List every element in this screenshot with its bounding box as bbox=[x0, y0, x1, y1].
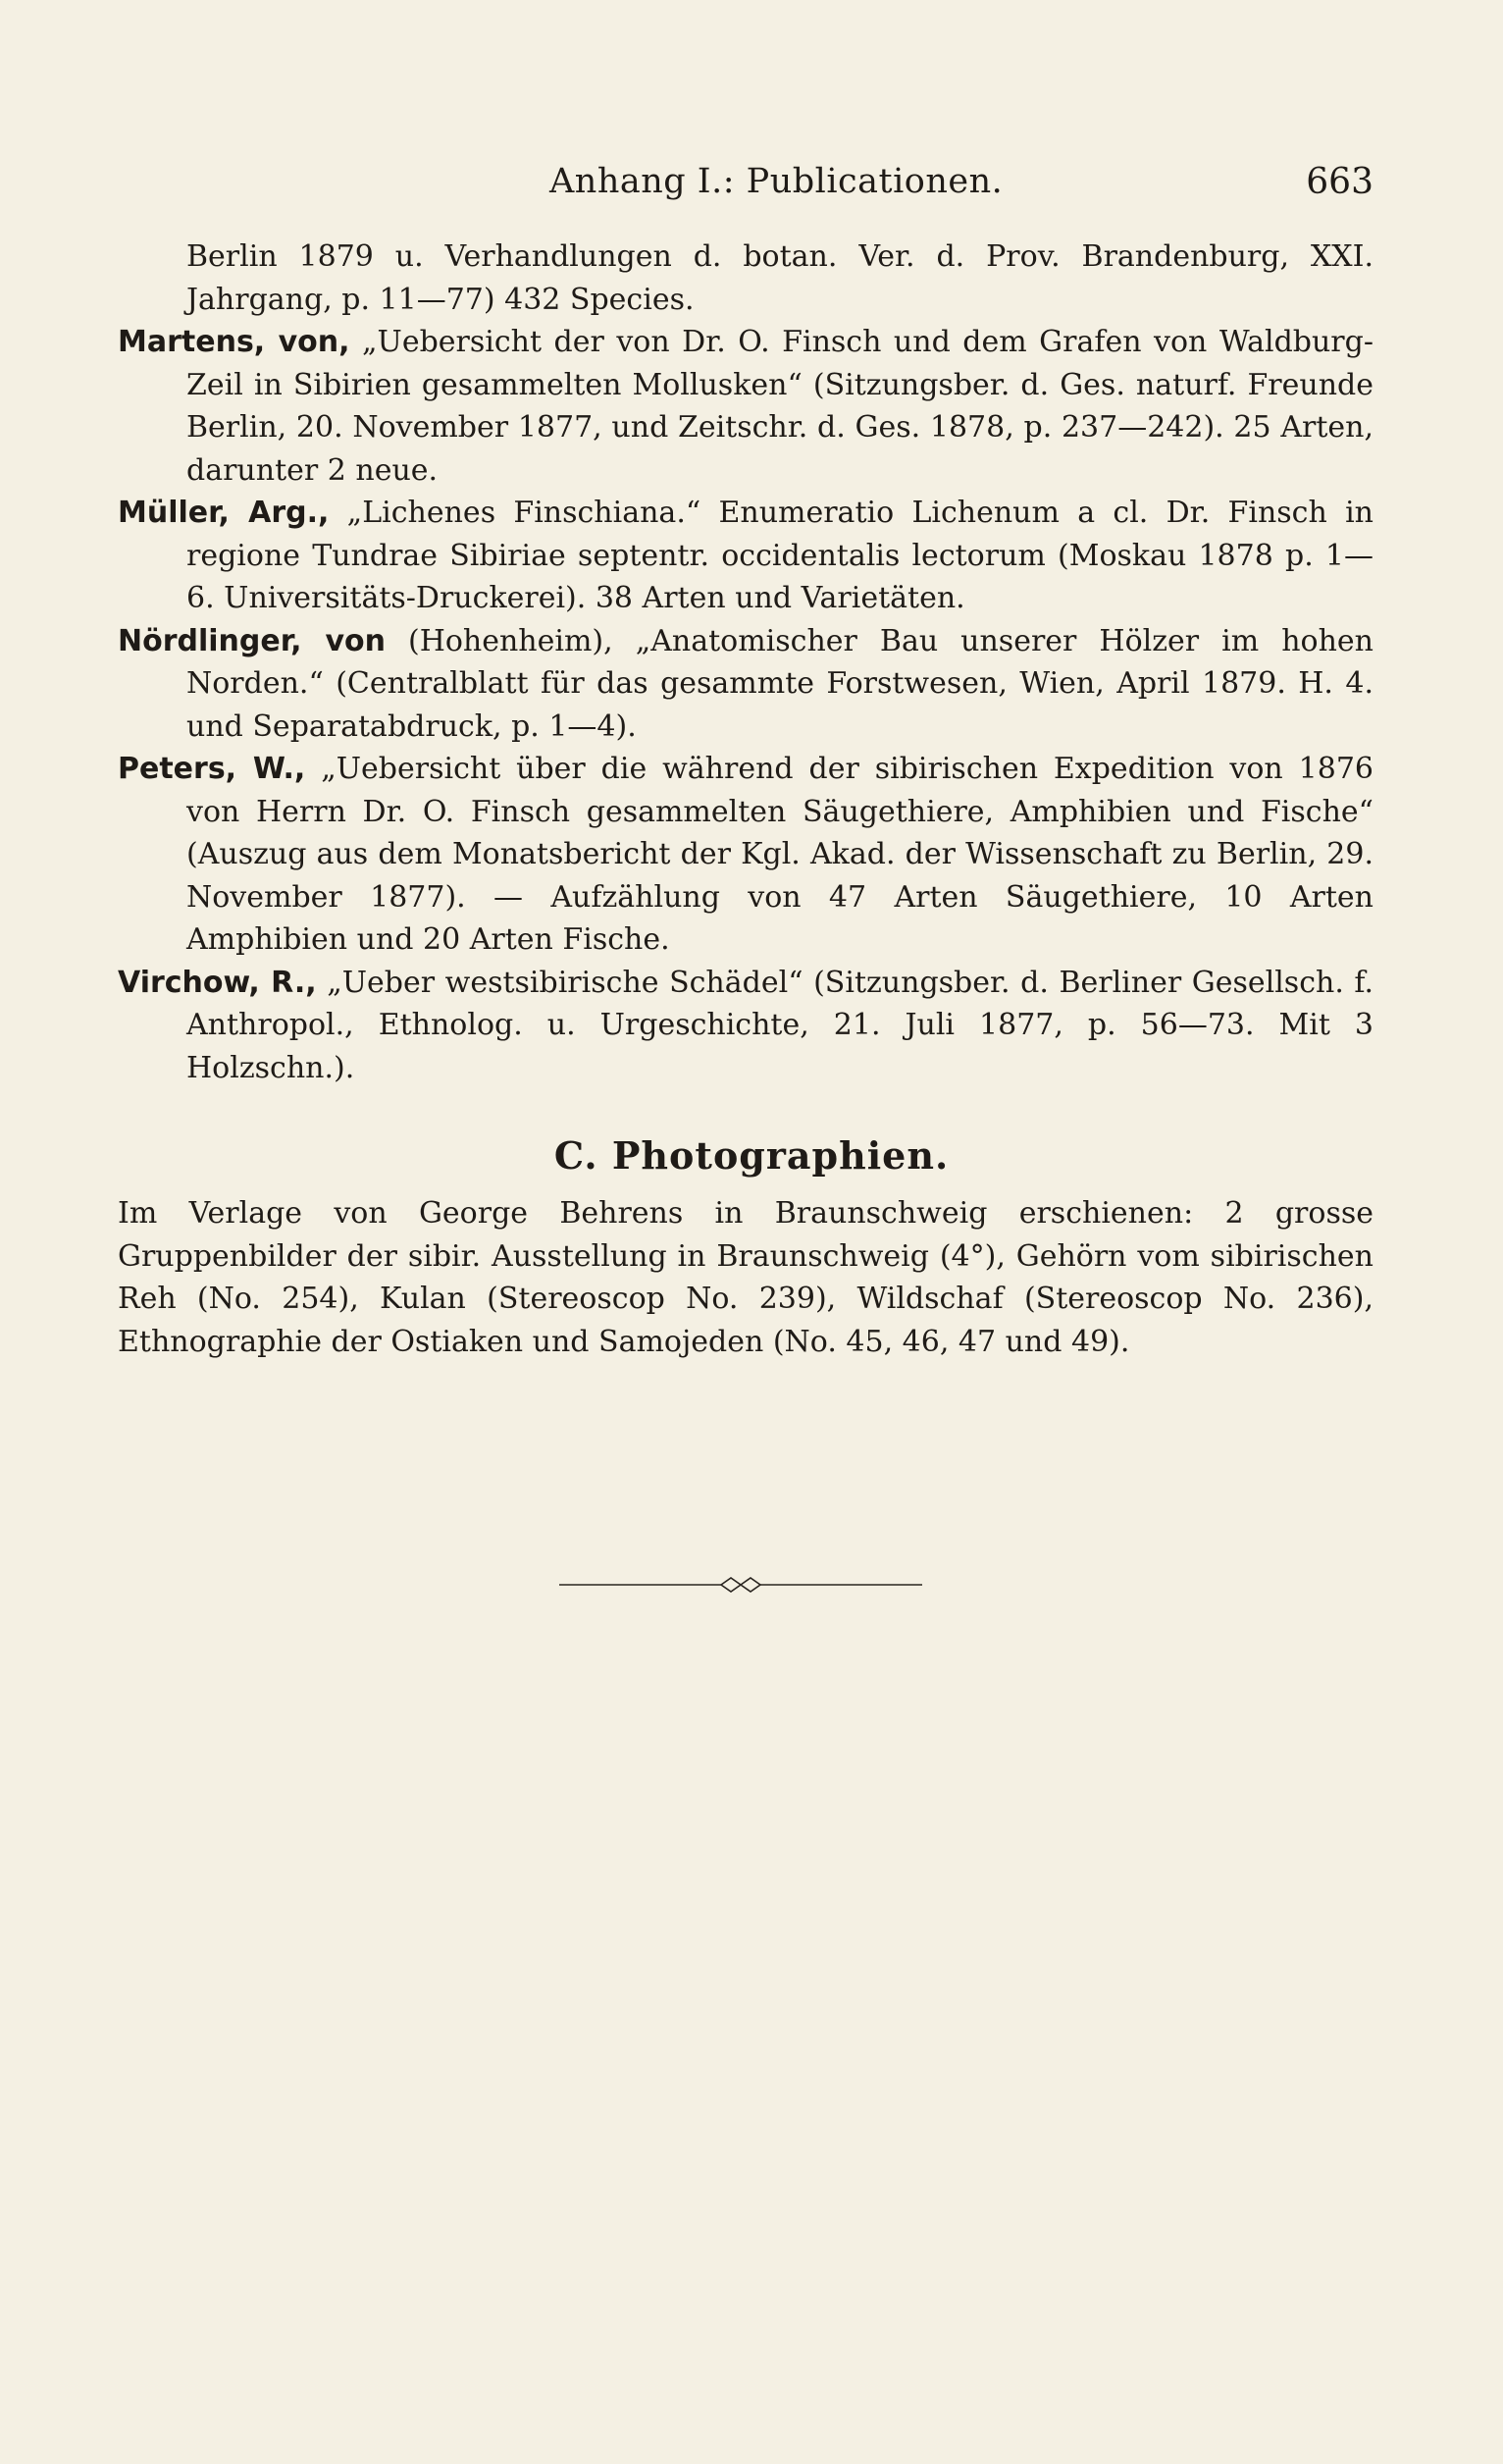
entry-author: Müller, Arg., bbox=[118, 496, 330, 530]
entry-author: Nördlinger, von bbox=[118, 623, 386, 658]
entry-text: (Hohenheim), „Anatomischer Bau unserer Hölzer im hohen Norden.“ (Centralblatt für das gesammte Forstwesen, Wien, April 1879. H. 4. und Separatabdruck, p. 1—4). bbox=[186, 623, 1373, 744]
section-title: C. Photographien. bbox=[553, 1133, 950, 1178]
publication-entry-continued bbox=[118, 236, 1373, 321]
double-diamond-rule-icon bbox=[559, 1573, 922, 1597]
entry-text: Berlin 1879 u. Verhandlungen d. botan. Ver. d. Prov. Brandenburg, XXI. Jahrgang, p. 11—77) 432 Species. bbox=[186, 239, 1373, 317]
publication-entry bbox=[118, 620, 1373, 749]
running-head bbox=[118, 162, 1373, 211]
entry-text: „Ueber westsibirische Schädel“ (Sitzungsber. d. Berliner Gesellsch. f. Anthropol., Ethnolog. u. Urgeschichte, 21. Juli 1877, p. 56—73. Mit 3 Holzschn.). bbox=[186, 965, 1373, 1085]
running-title: Anhang I.: Publicationen. bbox=[549, 162, 1004, 201]
entry-text: „Lichenes Finschiana.“ Enumeratio Lichenum a cl. Dr. Finsch in regione Tundrae Sibiriae septentr. occidentalis lectorum (Moskau 1878 p. 1—6. Universitäts-Druckerei). 38 Arten und Varietäten. bbox=[186, 496, 1373, 615]
publication-entry bbox=[118, 492, 1373, 620]
publication-entry bbox=[118, 962, 1373, 1090]
entry-text: „Uebersicht der von Dr. O. Finsch und dem Grafen von Waldburg-Zeil in Sibirien gesammelten Mollusken“ (Sitzungsber. d. Ges. naturf. Freunde Berlin, 20. November 1877, und Zeitschr. d. Ges. 1878, p. 237—242). 25 Arten, darunter 2 neue. bbox=[186, 325, 1373, 488]
page-number: 663 bbox=[1306, 162, 1373, 202]
entry-author: Virchow, R., bbox=[118, 965, 317, 1000]
publication-entry bbox=[118, 321, 1373, 492]
entry-text: „Uebersicht über die während der sibirischen Expedition von 1876 von Herrn Dr. O. Finsch gesammelten Säugethiere, Amphibien und Fische“ (Auszug aus dem Monatsbericht der Kgl. Akad. der Wissenschaft zu Berlin, 29. November 1877). — Aufzählung von 47 Arten Säugethiere, 10 Arten Amphibien und 20 Arten Fische. bbox=[186, 752, 1373, 957]
publication-list bbox=[118, 236, 1373, 1089]
section-paragraph: Im Verlage von George Behrens in Braunschweig erschienen: 2 grosse Gruppenbilder der sibir. Ausstellung in Braunschweig (4°), Gehörn vom sibirischen Reh (No. 254), Kulan (Stereoscop No. 239), Wildschaf (Stereoscop No. 236), Ethnographie der Ostiaken und Samojeden (No. 45, 46, 47 und 49). bbox=[118, 1196, 1373, 1359]
entry-author: Peters, W., bbox=[118, 752, 306, 786]
publication-entry bbox=[118, 748, 1373, 962]
entry-author: Martens, von, bbox=[118, 325, 350, 359]
